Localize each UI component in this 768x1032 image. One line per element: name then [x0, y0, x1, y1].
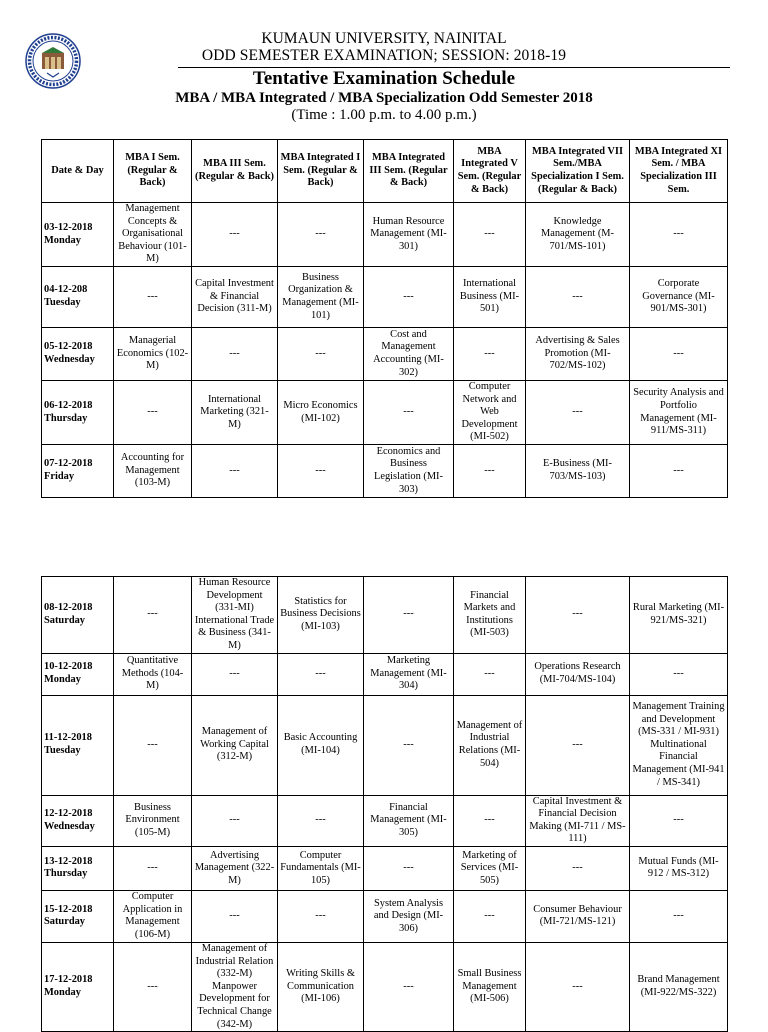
- subject-cell: ---: [454, 890, 526, 942]
- date-cell: [42, 328, 114, 381]
- subject-cell: Financial Markets and Institutions (MI-503): [454, 577, 526, 654]
- subject-cell: Operations Research (MI-704/MS-104): [526, 653, 630, 695]
- subject-cell: Business Organization & Management (MI-101): [278, 267, 364, 328]
- exam-day: Friday: [44, 471, 75, 482]
- date-cell: [42, 942, 114, 1031]
- table-row: [42, 577, 728, 654]
- schedule-table-part-2: [41, 576, 728, 1032]
- subject-cell: ---: [454, 795, 526, 846]
- subject-cell: ---: [114, 381, 192, 445]
- subject-cell: ---: [278, 203, 364, 267]
- session-line: ODD SEMESTER EXAMINATION; SESSION: 2018-19: [201, 47, 567, 64]
- document-header: [0, 30, 768, 124]
- subject-cell: ---: [114, 267, 192, 328]
- subject-cell: ---: [192, 653, 278, 695]
- subject-cell: Small Business Management (MI-506): [454, 942, 526, 1031]
- subject-cell: Computer Network and Web Development (MI-502): [454, 381, 526, 445]
- subject-cell: Basic Accounting (MI-104): [278, 695, 364, 795]
- subject-cell: ---: [364, 577, 454, 654]
- column-header: MBA I Sem. (Regular & Back): [114, 140, 192, 203]
- table-row: [42, 942, 728, 1031]
- subject-cell: ---: [114, 695, 192, 795]
- exam-day: Tuesday: [44, 297, 81, 308]
- exam-date: 17-12-2018: [44, 974, 93, 986]
- date-cell: [42, 846, 114, 890]
- exam-date: 10-12-2018: [44, 661, 93, 673]
- exam-day: Thursday: [44, 868, 88, 880]
- subject-cell: Management of Working Capital (312-M): [192, 695, 278, 795]
- subject-cell: ---: [630, 203, 728, 267]
- exam-date: 13-12-2018: [44, 855, 93, 867]
- page-subtitle: MBA / MBA Integrated / MBA Specialization Odd Semester 2018: [175, 90, 593, 106]
- exam-day: Thursday: [44, 412, 88, 424]
- column-header: MBA Integrated III Sem. (Regular & Back): [364, 140, 454, 203]
- subject-cell: ---: [630, 653, 728, 695]
- subject-cell: ---: [526, 381, 630, 445]
- subject-cell: Micro Economics (MI-102): [278, 381, 364, 445]
- column-header: Date & Day: [42, 140, 114, 203]
- exam-date: 15-12-2018: [44, 903, 93, 915]
- subject-cell: Security Analysis and Portfolio Management (MI-911/MS-311): [630, 381, 728, 445]
- subject-cell: Writing Skills & Communication (MI-106): [278, 942, 364, 1031]
- subject-cell: Management of Industrial Relations (MI-504): [454, 695, 526, 795]
- table-row: [42, 203, 728, 267]
- date-cell: [42, 267, 114, 328]
- exam-time: (Time : 1.00 p.m. to 4.00 p.m.): [291, 107, 477, 123]
- exam-date: 11-12-2018: [44, 732, 92, 744]
- exam-date: 12-12-2018: [44, 808, 93, 820]
- date-cell: [42, 203, 114, 267]
- subject-cell: ---: [278, 328, 364, 381]
- subject-cell: Management Training and Development (MS-331 / MI-931) Multinational Financial Management (MI-941 / MS-341): [630, 695, 728, 795]
- subject-cell: Computer Application in Management (106-M): [114, 890, 192, 942]
- table-row: [42, 653, 728, 695]
- subject-cell: Statistics for Business Decisions (MI-103): [278, 577, 364, 654]
- subject-cell: Quantitative Methods (104-M): [114, 653, 192, 695]
- subject-cell: Cost and Management Accounting (MI-302): [364, 328, 454, 381]
- table-row: [42, 445, 728, 498]
- subject-cell: ---: [526, 846, 630, 890]
- subject-cell: Advertising Management (322-M): [192, 846, 278, 890]
- subject-cell: Knowledge Management (M-701/MS-101): [526, 203, 630, 267]
- subject-cell: Mutual Funds (MI-912 / MS-312): [630, 846, 728, 890]
- date-cell: [42, 381, 114, 445]
- subject-cell: ---: [114, 942, 192, 1031]
- subject-cell: ---: [526, 695, 630, 795]
- schedule-table-part-1: [41, 139, 728, 498]
- exam-date: 08-12-2018: [44, 602, 93, 614]
- subject-cell: ---: [278, 445, 364, 498]
- subject-cell: ---: [278, 653, 364, 695]
- date-cell: [42, 577, 114, 654]
- date-cell: [42, 890, 114, 942]
- subject-cell: Economics and Business Legislation (MI-303): [364, 445, 454, 498]
- subject-cell: ---: [364, 942, 454, 1031]
- table-row: [42, 846, 728, 890]
- subject-cell: ---: [454, 653, 526, 695]
- exam-date: 04-12-208: [44, 284, 88, 296]
- exam-day: Tuesday: [44, 745, 81, 757]
- subject-cell: ---: [526, 267, 630, 328]
- subject-cell: Marketing Management (MI-304): [364, 653, 454, 695]
- exam-date: 03-12-2018: [44, 221, 93, 233]
- subject-cell: Accounting for Management (103-M): [114, 445, 192, 498]
- subject-cell: ---: [364, 695, 454, 795]
- subject-cell: Management Concepts & Organisational Behaviour (101-M): [114, 203, 192, 267]
- subject-cell: ---: [526, 942, 630, 1031]
- subject-cell: Marketing of Services (MI-505): [454, 846, 526, 890]
- subject-cell: ---: [630, 890, 728, 942]
- subject-cell: Consumer Behaviour (MI-721/MS-121): [526, 890, 630, 942]
- table-row: [42, 381, 728, 445]
- subject-cell: ---: [114, 846, 192, 890]
- subject-cell: ---: [192, 890, 278, 942]
- subject-cell: ---: [192, 795, 278, 846]
- table-row: [42, 328, 728, 381]
- subject-cell: Business Environment (105-M): [114, 795, 192, 846]
- subject-cell: ---: [278, 795, 364, 846]
- exam-date: 05-12-2018: [44, 341, 93, 353]
- subject-cell: ---: [114, 577, 192, 654]
- subject-cell: Financial Management (MI-305): [364, 795, 454, 846]
- exam-date: 07-12-2018: [44, 458, 93, 470]
- date-cell: [42, 653, 114, 695]
- subject-cell: Computer Fundamentals (MI-105): [278, 846, 364, 890]
- subject-cell: ---: [526, 577, 630, 654]
- table-header-row: [42, 140, 728, 203]
- date-cell: [42, 695, 114, 795]
- exam-date: 06-12-2018: [44, 399, 93, 411]
- date-cell: [42, 795, 114, 846]
- column-header: MBA Integrated I Sem. (Regular & Back): [278, 140, 364, 203]
- subject-cell: Rural Marketing (MI-921/MS-321): [630, 577, 728, 654]
- subject-cell: E-Business (MI-703/MS-103): [526, 445, 630, 498]
- exam-day: Wednesday: [44, 354, 95, 365]
- subject-cell: Capital Investment & Financial Decision Making (MI-711 / MS-111): [526, 795, 630, 846]
- table-row: [42, 795, 728, 846]
- table-row: [42, 267, 728, 328]
- column-header: MBA Integrated XI Sem. / MBA Specialization III Sem.: [630, 140, 728, 203]
- subject-cell: ---: [364, 267, 454, 328]
- column-header: MBA III Sem. (Regular & Back): [192, 140, 278, 203]
- subject-cell: Managerial Economics (102-M): [114, 328, 192, 381]
- subject-cell: ---: [364, 381, 454, 445]
- exam-day: Saturday: [44, 916, 85, 928]
- exam-day: Monday: [44, 674, 81, 686]
- subject-cell: Brand Management (MI-922/MS-322): [630, 942, 728, 1031]
- subject-cell: ---: [454, 203, 526, 267]
- subject-cell: Capital Investment & Financial Decision (311-M): [192, 267, 278, 328]
- exam-day: Wednesday: [44, 820, 95, 832]
- subject-cell: International Business (MI-501): [454, 267, 526, 328]
- date-cell: [42, 445, 114, 498]
- subject-cell: ---: [630, 445, 728, 498]
- subject-cell: ---: [192, 445, 278, 498]
- exam-day: Monday: [44, 987, 81, 999]
- table-row: [42, 890, 728, 942]
- table-row: [42, 695, 728, 795]
- subject-cell: ---: [454, 328, 526, 381]
- subject-cell: ---: [192, 328, 278, 381]
- subject-cell: ---: [192, 203, 278, 267]
- subject-cell: ---: [364, 846, 454, 890]
- subject-cell: Corporate Governance (MI-901/MS-301): [630, 267, 728, 328]
- subject-cell: International Marketing (321-M): [192, 381, 278, 445]
- column-header: MBA Integrated V Sem. (Regular & Back): [454, 140, 526, 203]
- exam-day: Monday: [44, 234, 81, 246]
- subject-cell: System Analysis and Design (MI-306): [364, 890, 454, 942]
- subject-cell: Advertising & Sales Promotion (MI-702/MS-102): [526, 328, 630, 381]
- column-header: MBA Integrated VII Sem./MBA Specialization I Sem. (Regular & Back): [526, 140, 630, 203]
- subject-cell: ---: [630, 328, 728, 381]
- subject-cell: Human Resource Management (MI-301): [364, 203, 454, 267]
- subject-cell: Management of Industrial Relation (332-M) Manpower Development for Technical Change (342-M): [192, 942, 278, 1031]
- subject-cell: ---: [454, 445, 526, 498]
- page-title: Tentative Examination Schedule: [252, 68, 516, 89]
- university-name: KUMAUN UNIVERSITY, NAINITAL: [261, 30, 507, 47]
- subject-cell: ---: [278, 890, 364, 942]
- exam-day: Saturday: [44, 614, 85, 626]
- subject-cell: ---: [630, 795, 728, 846]
- subject-cell: Human Resource Development (331-MI) International Trade & Business (341-M): [192, 577, 278, 654]
